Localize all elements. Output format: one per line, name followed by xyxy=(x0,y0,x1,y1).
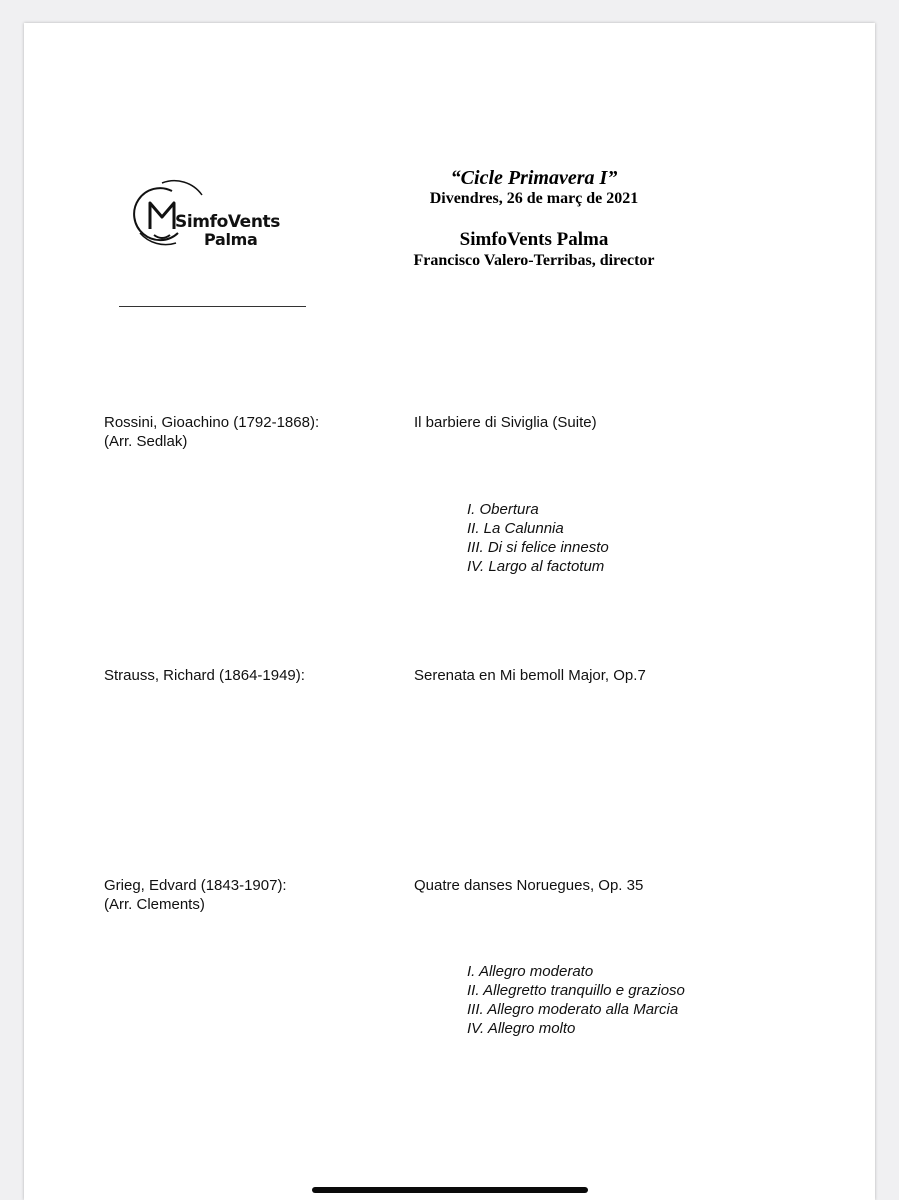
composer-strauss: Strauss, Richard (1864-1949): xyxy=(104,667,305,684)
movement-item: II. La Calunnia xyxy=(467,520,564,537)
work-danses-noruegues: Quatre danses Noruegues, Op. 35 xyxy=(414,877,644,894)
logo-text-palma: Palma xyxy=(204,230,258,249)
director-name: Francisco Valero-Terribas, director xyxy=(413,252,655,269)
arranger-grieg: (Arr. Clements) xyxy=(104,896,205,913)
logo-text-simfovents: SimfoVents xyxy=(175,212,280,232)
arranger-rossini: (Arr. Sedlak) xyxy=(104,433,188,450)
movement-item: III. Allegro moderato alla Marcia xyxy=(467,1001,679,1018)
work-barbiere: Il barbiere di Siviglia (Suite) xyxy=(414,414,597,431)
work-serenata: Serenata en Mi bemoll Major, Op.7 xyxy=(414,667,646,684)
program-page xyxy=(24,23,875,1200)
divider-line xyxy=(119,306,306,307)
concert-cycle-title: “Cicle Primavera I” xyxy=(450,167,618,189)
movement-item: IV. Allegro molto xyxy=(467,1020,576,1037)
ensemble-name: SimfoVents Palma xyxy=(459,229,609,250)
movement-item: III. Di si felice innesto xyxy=(467,539,609,556)
composer-grieg: Grieg, Edvard (1843-1907): xyxy=(104,877,287,894)
simfovents-logo xyxy=(132,177,292,249)
movement-item: II. Allegretto tranquillo e grazioso xyxy=(467,982,685,999)
movement-item: I. Allegro moderato xyxy=(467,963,594,980)
concert-date: Divendres, 26 de març de 2021 xyxy=(429,190,639,207)
movement-item: I. Obertura xyxy=(467,501,539,518)
movement-item: IV. Largo al factotum xyxy=(467,558,605,575)
home-indicator-bar[interactable] xyxy=(312,1187,588,1193)
composer-rossini: Rossini, Gioachino (1792-1868): xyxy=(104,414,320,431)
